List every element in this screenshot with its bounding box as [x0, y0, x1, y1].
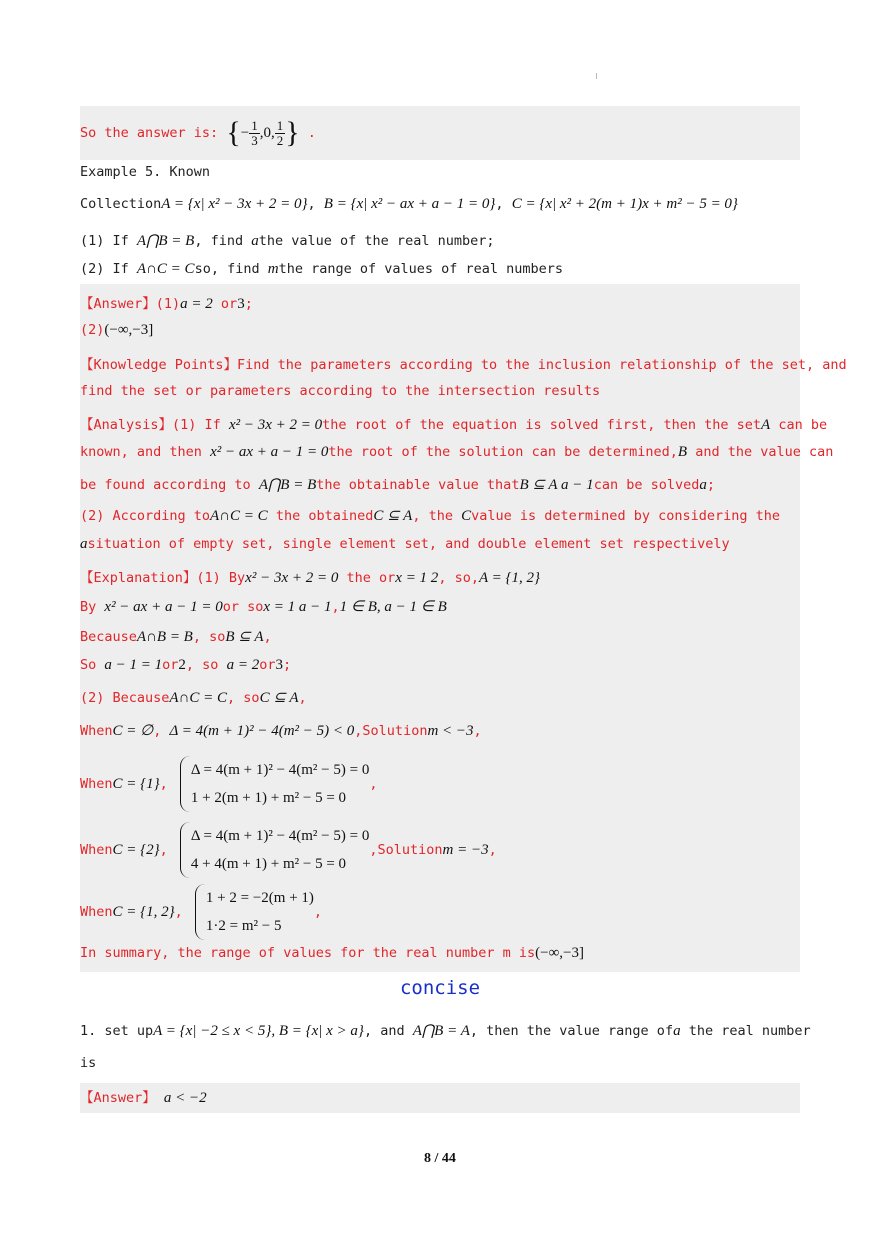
- header-mark: [596, 73, 597, 79]
- sets-definition: CollectionA = {x| x² − 3x + 2 = 0}, B = {x| x² − ax + a − 1 = 0}, C = {x| x² + 2(m + 1)x + m² − 5 = 0}: [80, 196, 738, 212]
- equation-system-2: Δ = 4(m + 1)² − 4(m² − 5) = 0 4 + 4(m + 1) + m² − 5 = 0: [180, 822, 369, 878]
- knowledge-points-cont: find the set or parameters according to the intersection results: [80, 383, 601, 399]
- analysis-line-3: be found according to A⋂B = Bthe obtainable value thatB ⊆ A a − 1can be solveda;: [80, 477, 715, 493]
- equation-system-1: Δ = 4(m + 1)² − 4(m² − 5) = 0 1 + 2(m + 1) + m² − 5 = 0: [180, 756, 369, 812]
- case-double: WhenC = {1, 2}, 1 + 2 = −2(m + 1) 1·2 = m² − 5 ,: [80, 884, 800, 940]
- equation-system-3: 1 + 2 = −2(m + 1) 1·2 = m² − 5: [195, 884, 314, 940]
- page-number: 8 / 44: [424, 1151, 456, 1166]
- question-1: (1) If A⋂B = B, find athe value of the real number;: [80, 233, 495, 249]
- case-empty-set: WhenC = ∅, Δ = 4(m + 1)² − 4(m² − 5) < 0,Solutionm < −3,: [80, 723, 482, 739]
- analysis-line-1: 【Analysis】(1) If x² − 3x + 2 = 0the root of the equation is solved first, then the setA can be: [80, 417, 828, 433]
- analysis-line-5: asituation of empty set, single element set, and double element set respectively: [80, 536, 730, 552]
- fraction-one-third: $\frac{1}{3}$: [251, 117, 258, 148]
- exercise-answer: 【Answer】 a < −2: [80, 1090, 207, 1106]
- answer-line: So the answer is: {− $\frac{1}{3}$ ,0, $\frac{1}{2}$ } .: [80, 116, 316, 149]
- answer-summary: 【Answer】(1)a = 2 or3;: [80, 296, 253, 312]
- explanation-line-3: BecauseA∩B = B, soB ⊆ A,: [80, 629, 272, 645]
- explanation-line-5: (2) BecauseA∩C = C, soC ⊆ A,: [80, 690, 307, 706]
- case-single-2: WhenC = {2}, Δ = 4(m + 1)² − 4(m² − 5) = 0 4 + 4(m + 1) + m² − 5 = 0 ,Solutionm = −3,: [80, 822, 800, 878]
- case-single-1: WhenC = {1}, Δ = 4(m + 1)² − 4(m² − 5) = 0 1 + 2(m + 1) + m² − 5 = 0 ,: [80, 756, 800, 812]
- exercise-1-cont: is: [80, 1055, 97, 1071]
- explanation-line-4: So a − 1 = 1or2, so a = 2or3;: [80, 657, 292, 673]
- answer-part-2: (2)(−∞,−3]: [80, 322, 154, 338]
- knowledge-points: 【Knowledge Points】Find the parameters according to the inclusion relationship of the set, and: [80, 357, 847, 373]
- example-title: Example 5. Known: [80, 164, 211, 180]
- question-2: (2) If A∩C = Cso, find mthe range of values of real numbers: [80, 261, 564, 277]
- analysis-line-4: (2) According toA∩C = C the obtainedC ⊆ A, the Cvalue is determined by considering the: [80, 508, 780, 524]
- fraction-one-half: $\frac{1}{2}$: [276, 117, 284, 148]
- analysis-line-2: known, and then x² − ax + a − 1 = 0the root of the solution can be determined,B and the value can: [80, 444, 834, 460]
- summary-line: In summary, the range of values for the real number m is(−∞,−3]: [80, 945, 585, 961]
- section-heading: concise: [399, 977, 481, 999]
- explanation-line-2: By x² − ax + a − 1 = 0or sox = 1 a − 1,1 ∈ B, a − 1 ∈ B: [80, 599, 447, 615]
- exercise-1: 1. set upA = {x| −2 ≤ x < 5}, B = {x| x > a}, and A⋂B = A, then the value range ofa the real number: [80, 1023, 811, 1039]
- explanation-line-1: 【Explanation】(1) Byx² − 3x + 2 = 0 the orx = 1 2, so,A = {1, 2}: [80, 570, 540, 586]
